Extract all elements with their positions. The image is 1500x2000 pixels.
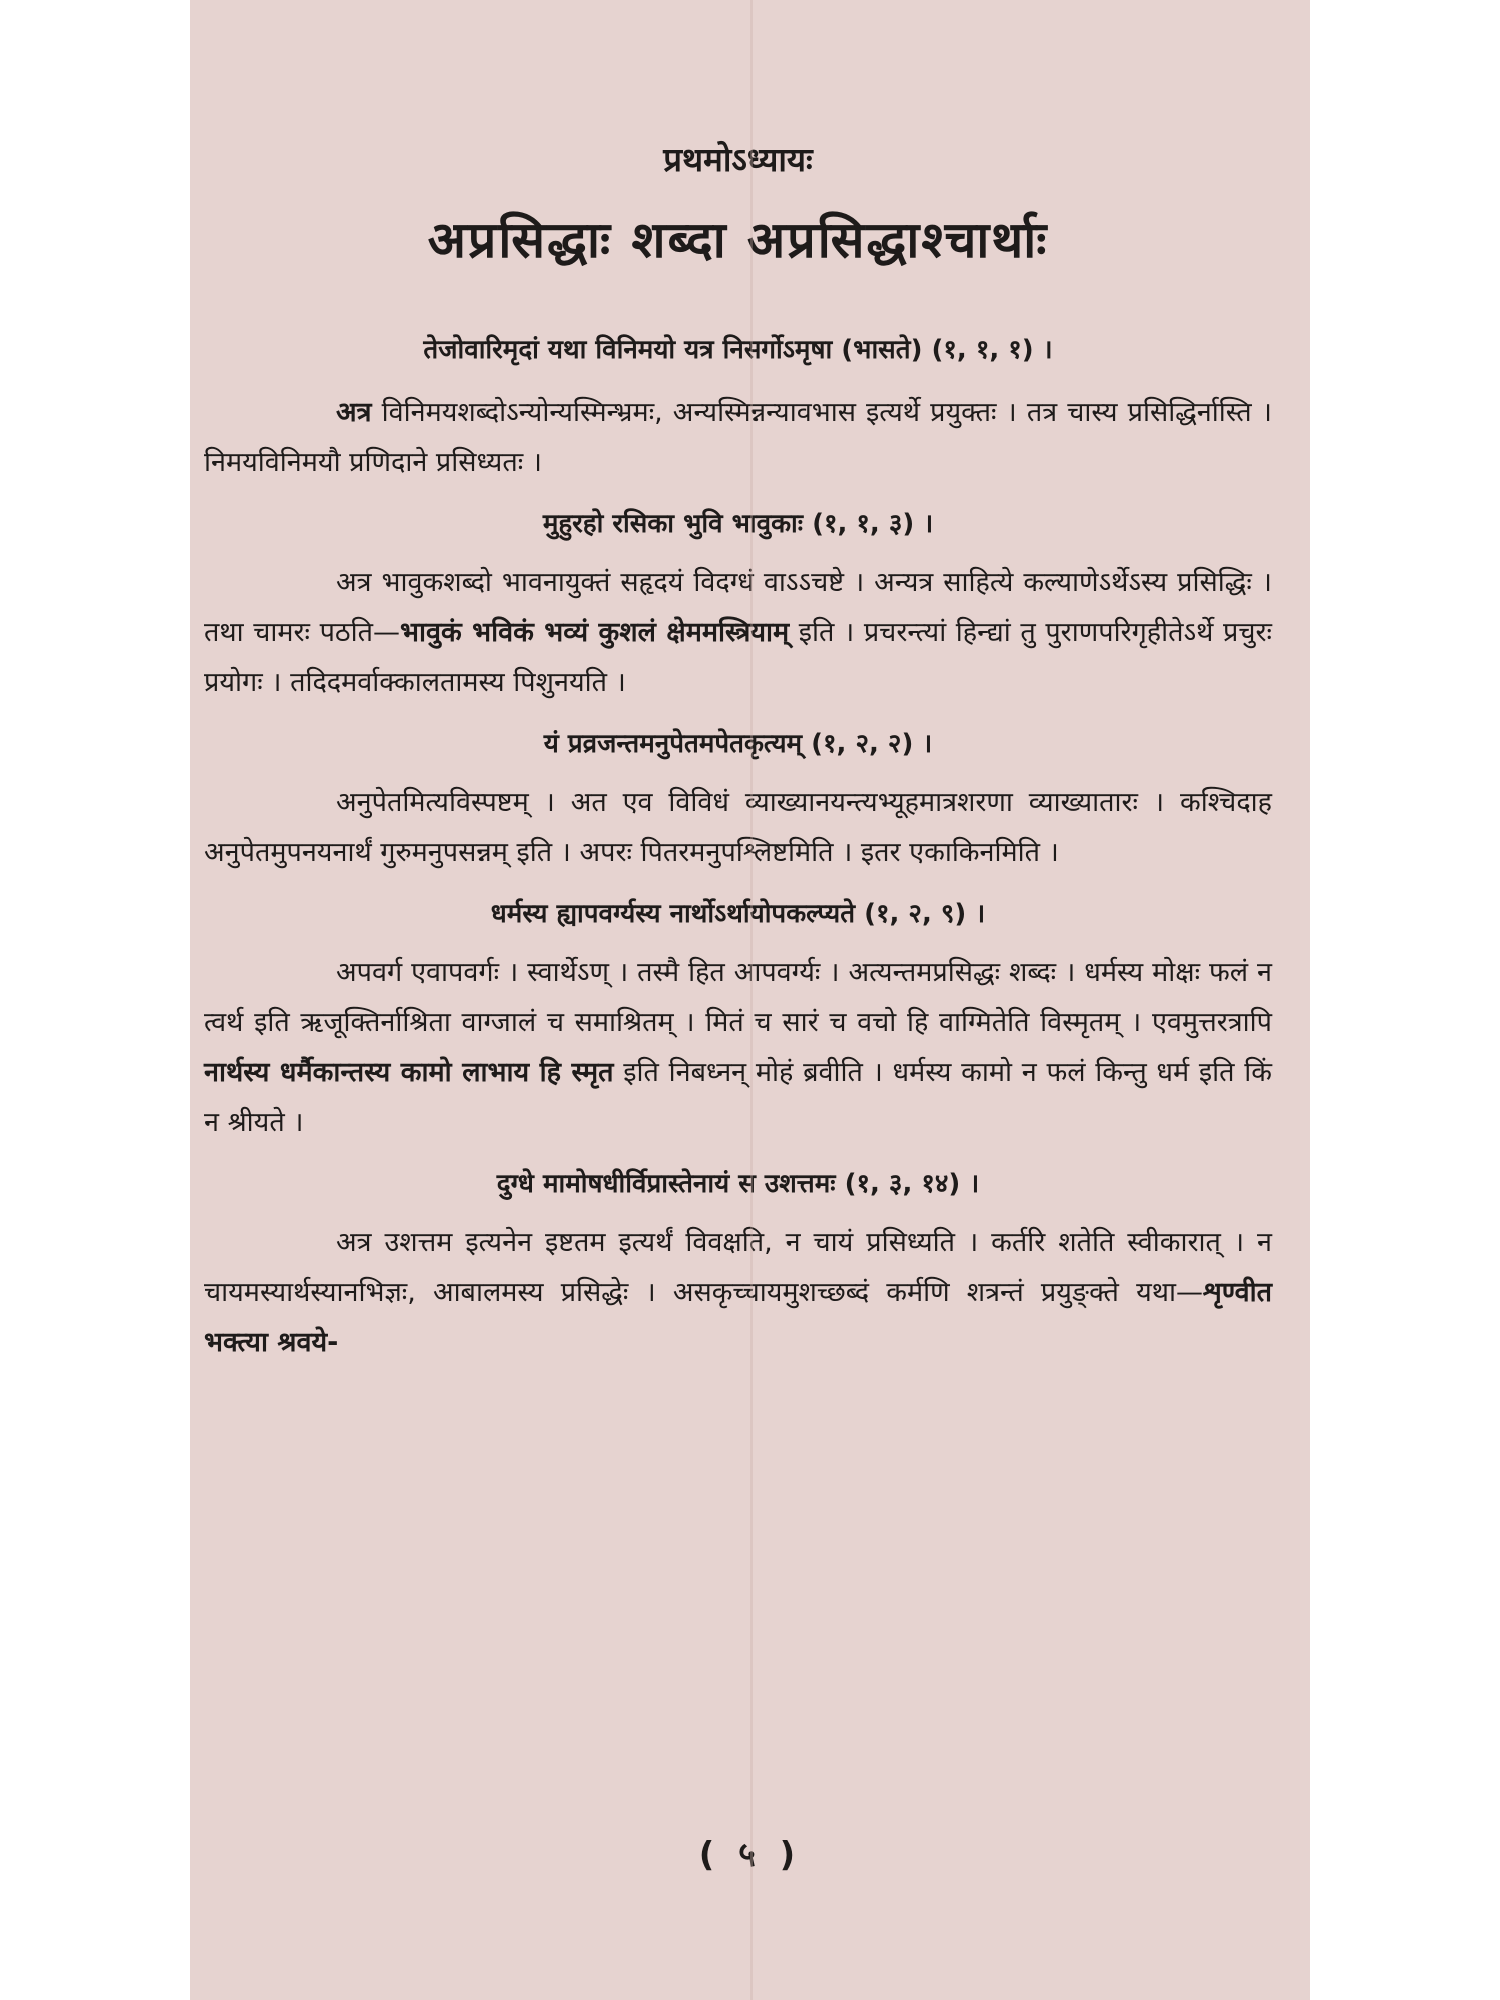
verse-heading: यं प्रव्रजन्तमनुपेतमपेतकृत्यम् (१, २, २) । bbox=[543, 729, 933, 759]
commentary-paragraph: अनुपेतमित्यविस्पष्टम् । अत एव विविधं व्याख्यानयन्त्यभ्यूहमात्रशरणा व्याख्यातारः । कश्चिदाह अनुपेतमुपनयनार्थं गुरुमनुपसन्नम् इति । अपरः पितरमनुपश्लिष्टमिति । इतर एकाकिनमिति । bbox=[204, 787, 1272, 868]
verse-heading: मुहुरहो रसिका भुवि भावुकाः (१, १, ३) । bbox=[542, 509, 934, 539]
paragraph-text: इति । प्रचरन्त्यां हिन्द्यां तु पुराणपरिगृहीतेऽर्थे प्रचुरः प्रयोगः । तदिदमर्वाक्कालतामस्य पिशुनयति । bbox=[204, 617, 1272, 698]
chapter-title: प्रथमोऽध्यायः bbox=[663, 140, 813, 179]
bold-quotation: शृण्वीत भक्त्या श्रवये- bbox=[204, 1277, 1272, 1358]
page-number: ( ५ ) bbox=[698, 1835, 802, 1875]
commentary-paragraph bbox=[204, 948, 1272, 1148]
commentary-paragraph bbox=[204, 558, 1272, 708]
commentary-paragraph bbox=[204, 388, 1272, 488]
paragraph-text: इति निबध्नन् मोहं ब्रवीति । धर्मस्य कामो न फलं किन्तु धर्म इति किं न श्रीयते । bbox=[204, 1057, 1272, 1138]
verse-heading: तेजोवारिमृदां यथा विनिमयो यत्र निसर्गोऽमृषा (भासते) (१, १, १) । bbox=[423, 335, 1053, 365]
paragraph-text: अत्र भावुकशब्दो भावनायुक्तं सहृदयं विदग्धं वाऽऽचष्टे । अन्यत्र साहित्ये कल्याणेऽर्थेऽस्य प्रसिद्धिः । तथा चामरः पठति— bbox=[204, 567, 1272, 648]
verse-heading: धर्मस्य ह्यापवर्ग्यस्य नार्थोऽर्थायोपकल्प्यते (१, २, ९) । bbox=[490, 899, 986, 929]
bold-phrase: अत्र bbox=[336, 397, 372, 428]
paragraph-text: विनिमयशब्दोऽन्योन्यस्मिन्भ्रमः, अन्यस्मिन्नन्यावभास इत्यर्थे प्रयुक्तः । तत्र चास्य प्रसिद्धिर्नास्ति । निमयविनिमयौ प्रणिदाने प्रसिध्यतः । bbox=[204, 397, 1272, 478]
main-heading: अप्रसिद्धाः शब्दा अप्रसिद्धाश्चार्थाः bbox=[427, 211, 1049, 269]
paragraph-text: अपवर्ग एवापवर्गः । स्वार्थेऽण् । तस्मै हित आपवर्ग्यः । अत्यन्तमप्रसिद्धः शब्दः । धर्मस्य मोक्षः फलं न त्वर्थ इति ऋजूक्तिर्नाश्रिता वाग्जालं च समाश्रितम् । मितं च सारं च वचो हि वाग्मितेति विस्मृतम् । एवमुत्तरत्रापि bbox=[204, 957, 1272, 1038]
book-page bbox=[190, 0, 1310, 2000]
verse-heading: दुग्धे मामोषधीर्विप्रास्तेनायं स उशत्तमः (१, ३, १४) । bbox=[496, 1169, 980, 1199]
bold-quotation: नार्थस्य धर्मैकान्तस्य कामो लाभाय हि स्मृत bbox=[204, 1057, 614, 1088]
commentary-paragraph bbox=[204, 1218, 1272, 1368]
bold-quotation: भावुकं भविकं भव्यं कुशलं क्षेममस्त्रियाम् bbox=[400, 617, 790, 648]
paragraph-text: अत्र उशत्तम इत्यनेन इष्टतम इत्यर्थं विवक्षति, न चायं प्रसिध्यति । कर्तरि शतेति स्वीकारात् । न चायमस्यार्थस्यानभिज्ञः, आबालमस्य प्रसिद्धेः । असकृच्चायमुशच्छब्दं कर्मणि शत्रन्तं प्रयुङ्क्ते यथा— bbox=[204, 1227, 1272, 1308]
page-content bbox=[204, 130, 1272, 1368]
